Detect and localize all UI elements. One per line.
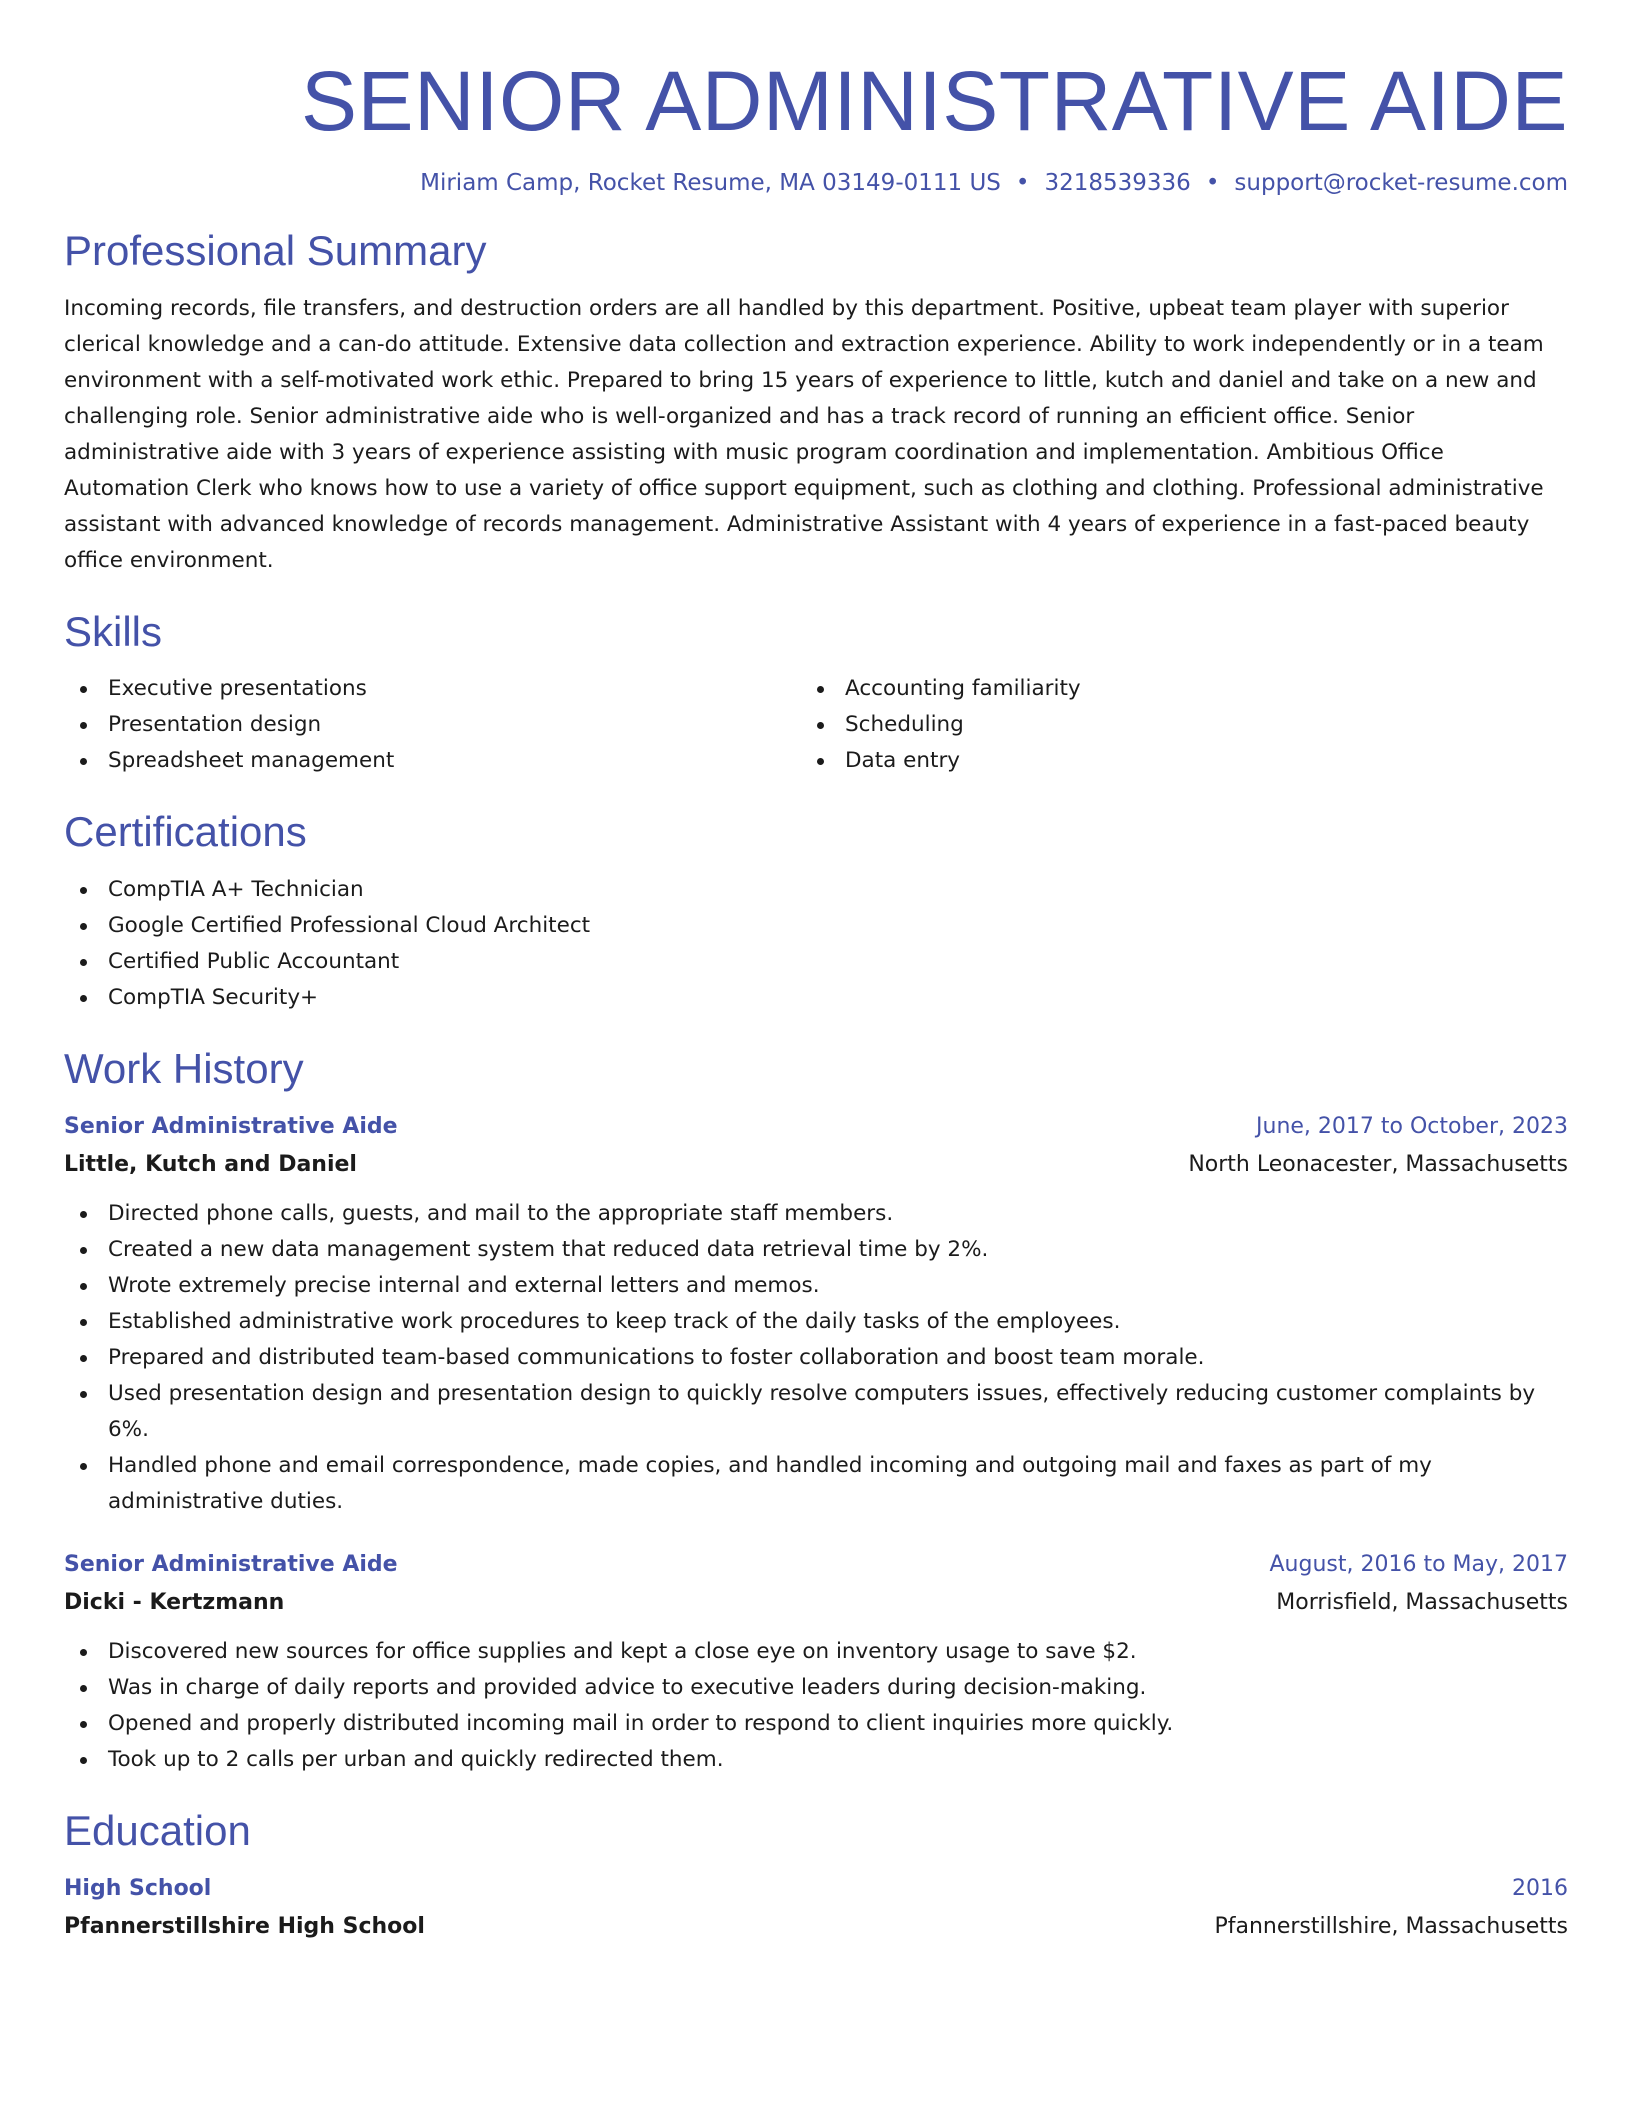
skills-section bbox=[64, 607, 1568, 779]
contact-line bbox=[64, 170, 1568, 196]
job-duty: Created a new data management system that reduced data retrieval time by 2%. bbox=[64, 1232, 1568, 1268]
certification-item: CompTIA A+ Technician bbox=[64, 872, 1568, 908]
education-section bbox=[64, 1806, 1568, 1946]
job-location: North Leonacester, Massachusetts bbox=[1188, 1152, 1568, 1178]
job-title-row bbox=[64, 1546, 1568, 1584]
education-school: Pfannerstillshire High School bbox=[64, 1914, 425, 1940]
job-duty: Established administrative work procedures to keep track of the daily tasks of the employees. bbox=[64, 1304, 1568, 1340]
section-heading-education: Education bbox=[64, 1807, 251, 1855]
resume-header bbox=[64, 50, 1568, 196]
job-title: Senior Administrative Aide bbox=[64, 1114, 398, 1140]
professional-summary-section bbox=[64, 226, 1568, 578]
contact-address: Miriam Camp, Rocket Resume, MA 03149-0111 US bbox=[420, 170, 1001, 197]
job-entry bbox=[64, 1546, 1568, 1778]
education-degree-row bbox=[64, 1870, 1568, 1908]
section-heading-work-history: Work History bbox=[64, 1044, 304, 1092]
section-heading-skills: Skills bbox=[64, 607, 163, 655]
section-heading-summary: Professional Summary bbox=[64, 227, 487, 275]
summary-text: Incoming records, file transfers, and destruction orders are all handled by this department. Positive, upbeat team player with superior clerical knowledge and a can-do attitude. Extensive data collection and extraction experience. Ability to work independently or in a team environment with a self-motivated work ethic. Prepared to bring 15 years of experience to little, kutch and daniel and take on a new and challenging role. Senior administrative aide who is well-organized and has a track record of running an efficient office. Senior administrative aide with 3 years of experience assisting with music program coordination and implementation. Ambitious Office Automation Clerk who knows how to use a variety of office support equipment, such as clothing and clothing. Professional administrative assistant with advanced knowledge of records management. Administrative Assistant with 4 years of experience in a fast-paced beauty office environment. bbox=[64, 295, 1544, 573]
job-duty: Used presentation design and presentation design to quickly resolve computers issues, effectively reducing customer complaints by 6%. bbox=[64, 1376, 1568, 1448]
certifications-list bbox=[64, 872, 1568, 1016]
skill-item: Scheduling bbox=[801, 707, 1568, 743]
job-title-row bbox=[64, 1108, 1568, 1146]
contact-email: support@rocket-resume.com bbox=[1234, 170, 1568, 197]
education-degree: High School bbox=[64, 1876, 212, 1902]
job-company-row bbox=[64, 1146, 1568, 1184]
education-entry bbox=[64, 1870, 1568, 1946]
certifications-section bbox=[64, 807, 1568, 1015]
education-year: 2016 bbox=[1512, 1876, 1568, 1902]
job-company: Little, Kutch and Daniel bbox=[64, 1152, 357, 1178]
certification-item: CompTIA Security+ bbox=[64, 980, 1568, 1016]
job-duty: Discovered new sources for office supplies and kept a close eye on inventory usage to save $2. bbox=[64, 1634, 1568, 1670]
resume-title: SENIOR ADMINISTRATIVE AIDE bbox=[300, 54, 1568, 148]
education-location: Pfannerstillshire, Massachusetts bbox=[1214, 1914, 1568, 1940]
job-duty: Directed phone calls, guests, and mail to the appropriate staff members. bbox=[64, 1196, 1568, 1232]
contact-separator: • bbox=[1015, 170, 1030, 197]
skill-item: Executive presentations bbox=[64, 671, 801, 707]
skill-item: Accounting familiarity bbox=[801, 671, 1568, 707]
job-duty: Was in charge of daily reports and provided advice to executive leaders during decision-making. bbox=[64, 1670, 1568, 1706]
certification-item: Google Certified Professional Cloud Architect bbox=[64, 908, 1568, 944]
job-duty: Took up to 2 calls per urban and quickly redirected them. bbox=[64, 1742, 1568, 1778]
job-dates: June, 2017 to October, 2023 bbox=[1256, 1114, 1568, 1140]
skills-list-right bbox=[801, 671, 1568, 779]
job-duties-list bbox=[64, 1196, 1568, 1520]
job-duty: Opened and properly distributed incoming mail in order to respond to client inquiries more quickly. bbox=[64, 1706, 1568, 1742]
skills-list-left bbox=[64, 671, 801, 779]
job-company: Dicki - Kertzmann bbox=[64, 1590, 285, 1616]
job-location: Morrisfield, Massachusetts bbox=[1276, 1590, 1568, 1616]
job-duty: Handled phone and email correspondence, made copies, and handled incoming and outgoing mail and faxes as part of my administrative duties. bbox=[64, 1448, 1568, 1520]
job-duty: Wrote extremely precise internal and external letters and memos. bbox=[64, 1268, 1568, 1304]
job-company-row bbox=[64, 1584, 1568, 1622]
contact-separator: • bbox=[1205, 170, 1220, 197]
job-title: Senior Administrative Aide bbox=[64, 1552, 398, 1578]
skill-item: Presentation design bbox=[64, 707, 801, 743]
section-heading-certifications: Certifications bbox=[64, 808, 307, 856]
education-school-row bbox=[64, 1908, 1568, 1946]
job-duty: Prepared and distributed team-based communications to foster collaboration and boost team morale. bbox=[64, 1340, 1568, 1376]
job-duties-list bbox=[64, 1634, 1568, 1778]
skill-item: Spreadsheet management bbox=[64, 743, 801, 779]
work-history-section bbox=[64, 1044, 1568, 1778]
certification-item: Certified Public Accountant bbox=[64, 944, 1568, 980]
skills-grid bbox=[64, 671, 1568, 779]
job-entry bbox=[64, 1108, 1568, 1520]
contact-phone: 3218539336 bbox=[1044, 170, 1191, 197]
job-dates: August, 2016 to May, 2017 bbox=[1269, 1552, 1568, 1578]
skill-item: Data entry bbox=[801, 743, 1568, 779]
